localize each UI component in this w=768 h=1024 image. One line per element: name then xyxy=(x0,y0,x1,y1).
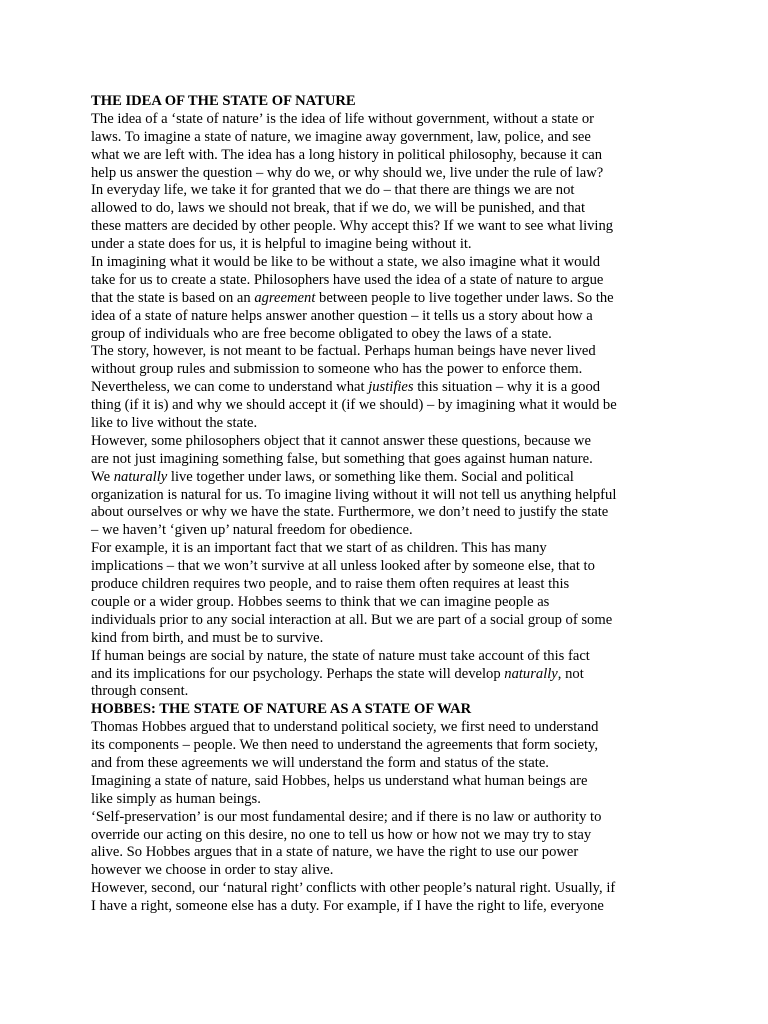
paragraph-line xyxy=(91,379,639,397)
text-run: , not xyxy=(557,665,584,682)
emphasis-text: agreement xyxy=(254,289,316,306)
emphasis-text: justifies xyxy=(368,379,414,396)
paragraph-line: its components – people. We then need to understand the agreements that form society, xyxy=(91,737,599,754)
paragraph-line: Thomas Hobbes argued that to understand political society, we first need to understand xyxy=(91,719,599,736)
paragraph-line xyxy=(91,290,639,308)
paragraph-line: individuals prior to any social interaction at all. But we are part of a social group of some xyxy=(91,611,613,628)
paragraph-line: like to live without the state. xyxy=(91,415,258,432)
paragraph-line: laws. To imagine a state of nature, we imagine away government, law, police, and see xyxy=(91,128,591,145)
emphasis-text: naturally xyxy=(113,468,168,485)
paragraph-line: allowed to do, laws we should not break, that if we do, we will be punished, and that xyxy=(91,200,586,217)
paragraph-line xyxy=(91,469,639,487)
paragraph-line: idea of a state of nature helps answer another question – it tells us a story about how a xyxy=(91,307,593,324)
paragraph-line: couple or a wider group. Hobbes seems to think that we can imagine people as xyxy=(91,593,550,610)
paragraph-line: and from these agreements we will understand the form and status of the state. xyxy=(91,754,549,771)
paragraph-line: implications – that we won’t survive at all unless looked after by someone else, that to xyxy=(91,558,595,575)
text-run: Nevertheless, we can come to understand what xyxy=(91,379,369,396)
paragraph-line: produce children requires two people, and to raise them often requires at least this xyxy=(91,576,570,593)
paragraph-line: group of individuals who are free become obligated to obey the laws of a state. xyxy=(91,325,552,342)
paragraph-line: override our acting on this desire, no one to tell us how or how not we may try to stay xyxy=(91,826,592,843)
paragraph-line: The story, however, is not meant to be factual. Perhaps human beings have never lived xyxy=(91,343,596,360)
paragraph-line: For example, it is an important fact that we start of as children. This has many xyxy=(91,540,547,557)
text-run: We xyxy=(91,468,114,485)
paragraph-line: However, second, our ‘natural right’ conflicts with other people’s natural right. Usually, if xyxy=(91,880,616,897)
text-run: this situation – why it is a good xyxy=(413,379,601,396)
paragraph-line: however we choose in order to stay alive. xyxy=(91,862,334,879)
paragraph-line: In imagining what it would be like to be without a state, we also imagine what it would xyxy=(91,254,601,271)
paragraph-line: what we are left with. The idea has a long history in political philosophy, because it can xyxy=(91,146,603,163)
paragraph-line: In everyday life, we take it for granted that we do – that there are things we are not xyxy=(91,182,575,199)
paragraph-line: Imagining a state of nature, said Hobbes, helps us understand what human beings are xyxy=(91,772,588,789)
emphasis-text: naturally xyxy=(504,665,558,682)
document-page xyxy=(91,93,639,916)
paragraph-line: help us answer the question – why do we, or why should we, live under the rule of law? xyxy=(91,164,604,181)
text-run: that the state is based on an xyxy=(91,289,255,306)
paragraph-line: without group rules and submission to someone who has the power to enforce them. xyxy=(91,361,583,378)
paragraph-line: take for us to create a state. Philosophers have used the idea of a state of nature to argue xyxy=(91,271,604,288)
paragraph-line: thing (if it is) and why we should accept it (if we should) – by imagining what it would be xyxy=(91,397,617,414)
paragraph-line: – we haven’t ‘given up’ natural freedom for obedience. xyxy=(91,522,413,539)
paragraph-line: I have a right, someone else has a duty. For example, if I have the right to life, everyone xyxy=(91,898,604,915)
paragraph-line: these matters are decided by other people. Why accept this? If we want to see what living xyxy=(91,218,614,235)
paragraph-line: organization is natural for us. To imagine living without it will not tell us anything helpful xyxy=(91,486,617,503)
paragraph-line: about ourselves or why we have the state. Furthermore, we don’t need to justify the state xyxy=(91,504,609,521)
text-run: and its implications for our psychology. Perhaps the state will develop xyxy=(91,665,505,682)
paragraph-line xyxy=(91,666,639,684)
paragraph-line: like simply as human beings. xyxy=(91,790,261,807)
paragraph-line: If human beings are social by nature, the state of nature must take account of this fact xyxy=(91,647,590,664)
paragraph-line: are not just imagining something false, but something that goes against human nature. xyxy=(91,450,593,467)
paragraph-line: through consent. xyxy=(91,683,189,700)
paragraph-line: under a state does for us, it is helpful to imagine being without it. xyxy=(91,236,472,253)
paragraph-line: kind from birth, and must be to survive. xyxy=(91,629,324,646)
paragraph-line: However, some philosophers object that it cannot answer these questions, because we xyxy=(91,432,591,449)
paragraph-line: alive. So Hobbes argues that in a state of nature, we have the right to use our power xyxy=(91,844,579,861)
paragraph-line: ‘Self-preservation’ is our most fundamental desire; and if there is no law or authority to xyxy=(91,808,602,825)
section-heading-state-of-war: HOBBES: THE STATE OF NATURE AS A STATE OF WAR xyxy=(91,701,472,718)
text-run: live together under laws, or something like them. Social and political xyxy=(167,468,574,485)
section-heading-state-of-nature: THE IDEA OF THE STATE OF NATURE xyxy=(91,93,356,109)
paragraph-line: The idea of a ‘state of nature’ is the idea of life without government, without a state or xyxy=(91,110,595,127)
text-run: between people to live together under laws. So the xyxy=(315,289,614,306)
